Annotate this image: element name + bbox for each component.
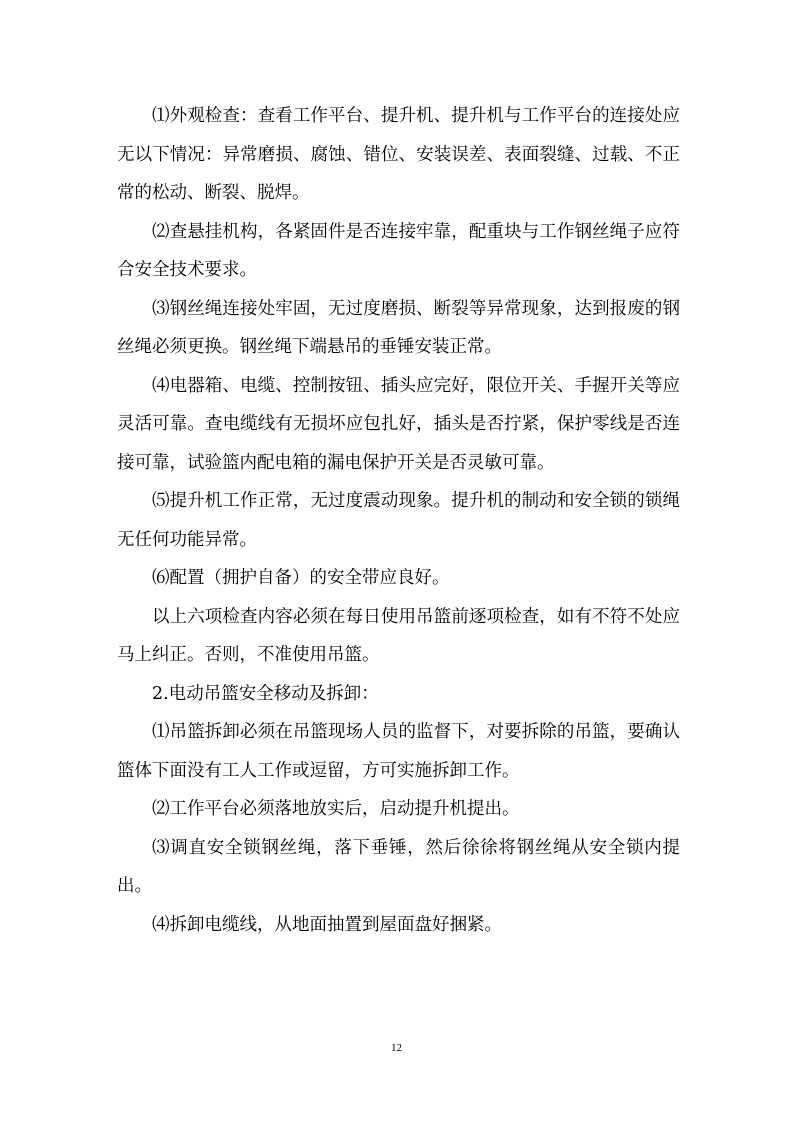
paragraph-12: ⑷拆卸电缆线，从地面抽置到屋面盘好捆紧。 <box>152 914 502 935</box>
paragraph-7: 以上六项检查内容必须在每日使用吊篮前逐项检查，如有不符不处应马上纠正。否则，不准使用吊篮。 <box>117 606 680 665</box>
paragraph-4: ⑷电器箱、电缆、控制按钮、插头应完好，限位开关、手握开关等应灵活可靠。查电缆线有无损坏应包扎好，插头是否拧紧，保护零线是否连接可靠，试验篮内配电箱的漏电保护开关是否灵敏可靠。 <box>117 375 680 473</box>
paragraph-3: ⑶钢丝绳连接处牢固，无过度磨损、断裂等异常现象，达到报废的钢丝绳必须更换。钢丝绳下端悬吊的垂锤安装正常。 <box>117 298 680 357</box>
paragraph-1: ⑴外观检查：查看工作平台、提升机、提升机与工作平台的连接处应无以下情况：异常磨损、腐蚀、错位、安装误差、表面裂缝、过载、不正常的松动、断裂、脱焊。 <box>117 106 680 203</box>
paragraph-9: ⑴吊篮拆卸必须在吊篮现场人员的监督下，对要拆除的吊篮，要确认篮体下面没有工人工作或逗留，方可实施拆卸工作。 <box>117 722 680 781</box>
paragraph-6: ⑹配置（拥护自备）的安全带应良好。 <box>152 568 450 588</box>
paragraph-10: ⑵工作平台必须落地放实后，启动提升机提出。 <box>152 799 520 819</box>
document-body <box>117 97 680 944</box>
paragraph-2: ⑵查悬挂机构，各紧固件是否连接牢靠，配重块与工作钢丝绳子应符合安全技术要求。 <box>117 221 680 280</box>
paragraph-5: ⑸提升机工作正常，无过度震动现象。提升机的制动和安全锁的锁绳无任何功能异常。 <box>117 491 680 550</box>
section-heading: 2.电动吊篮安全移动及拆卸： <box>152 683 379 704</box>
page-number: 12 <box>391 1042 402 1054</box>
paragraph-11: ⑶调直安全锁钢丝绳，落下垂锤，然后徐徐将钢丝绳从安全锁内提出。 <box>117 837 680 896</box>
